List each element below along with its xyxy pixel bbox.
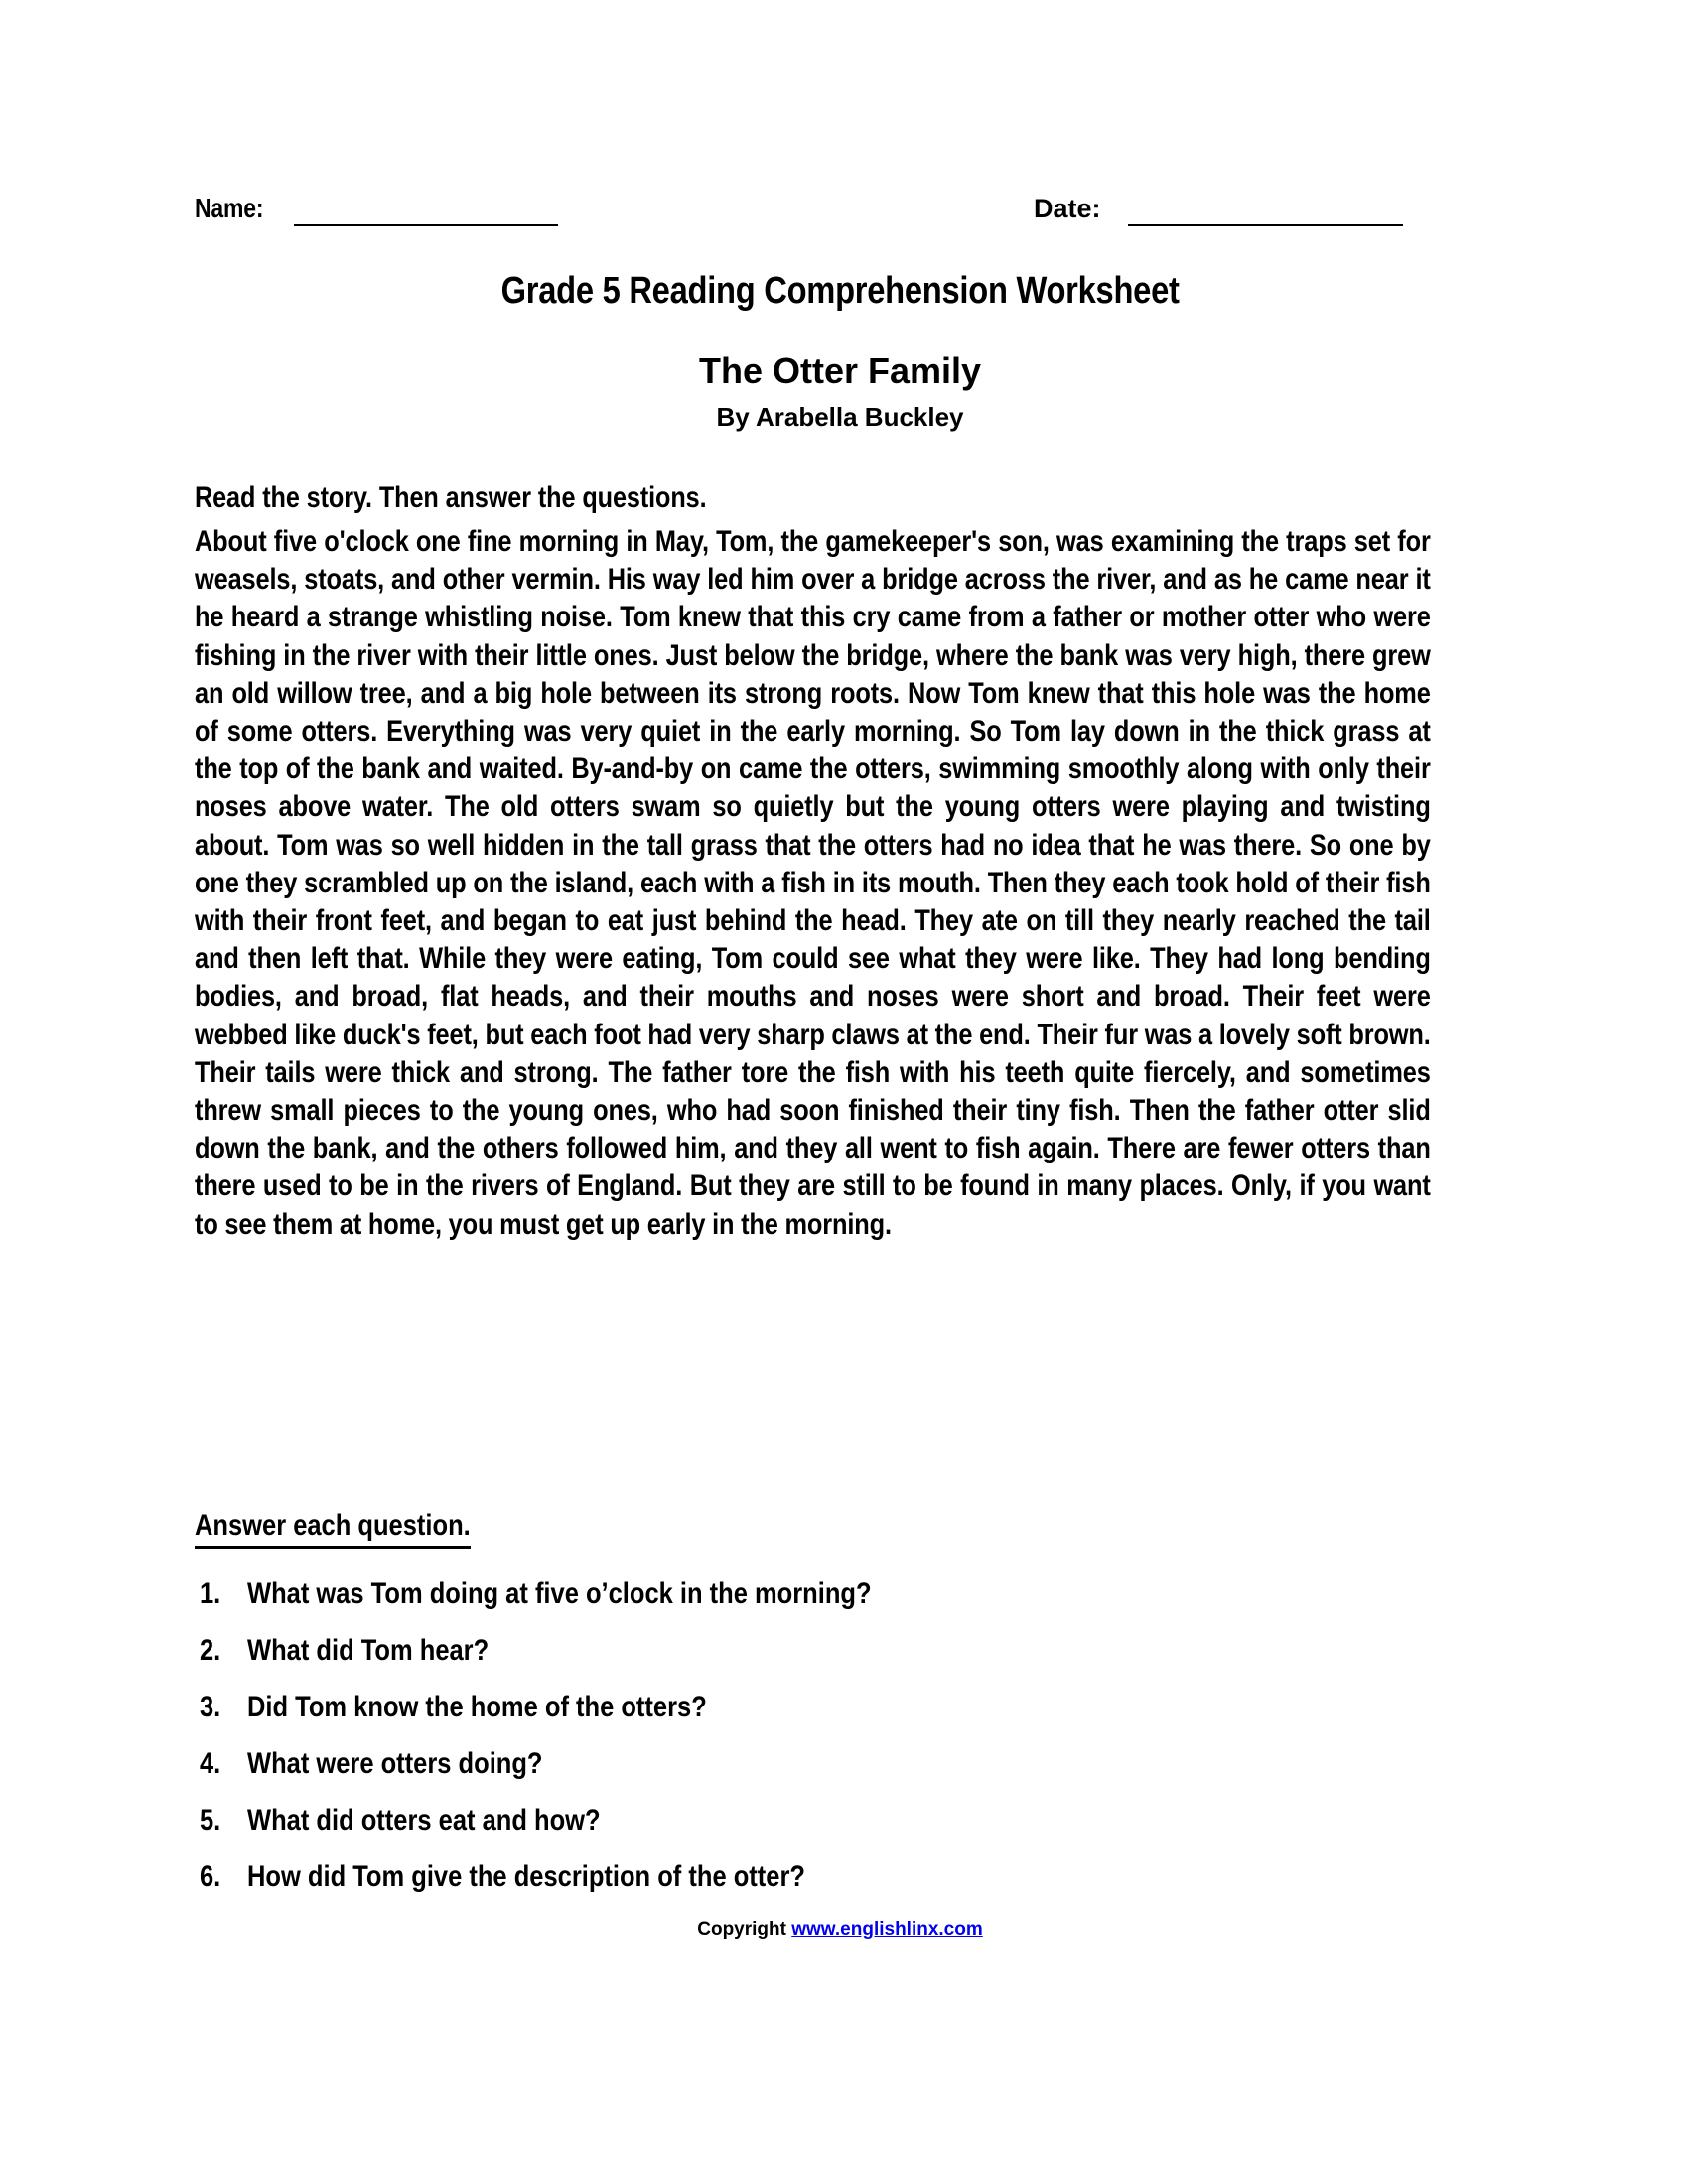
question-number [200,1689,239,1726]
question-number-text: 1. [200,1577,221,1610]
question-item[interactable] [195,1689,1485,1745]
question-text-value: How did Tom give the description of the otter? [247,1860,805,1893]
date-write-in-line[interactable] [1128,224,1403,226]
story-title: The Otter Family [698,350,982,391]
story-passage: About five o'clock one fine morning in May, Tom, the gamekeeper's son, was examining the traps set for weasels, stoats, and other vermin. His way led him over a bridge across the river, and as he came near it he heard a strange whistling noise. Tom knew that this cry came from a father or mother otter who were fishing in the river with their little ones. Just below the bridge, where the bank was very high, there grew an old willow tree, and a big hole between its strong roots. Now Tom knew that this hole was the home of some otters. Everything was very quiet in the early morning. So Tom lay down in the thick grass at the top of the bank and waited. By-and-by on came the otters, swimming smoothly along with only their noses above water. The old otters swam so quietly but the young otters were playing and twisting about. Tom was so well hidden in the tall grass that the otters had no idea that he was there. So one by one they scrambled up on the island, each with a fish in its mouth. Then they each took hold of their fish with their front feet, and began to eat just behind the head. They ate on till they nearly reached the tail and then left that. While they were eating, Tom could see what they were like. They had long bending bodies, and broad, flat heads, and their mouths and noses were short and broad. Their feet were webbed like duck's feet, but each foot had very sharp claws at the end. Their fur was a lovely soft brown. Their tails were thick and strong. The father tore the fish with his teeth quite fiercely, and sometimes threw small pieces to the young ones, who had soon finished their tiny fish. Then the father otter slid down the bank, and the others followed him, and they all went to fish again. There are fewer otters than there used to be in the rivers of England. But they are still to be found in many places. Only, if you want to see them at home, you must get up early in the morning. [195,525,1431,1241]
question-item[interactable] [195,1802,1485,1858]
story-author: By Arabella Buckley [716,402,964,432]
question-text-value: What did otters eat and how? [247,1804,601,1837]
question-text [247,1745,595,1783]
question-text [247,1802,662,1840]
question-item[interactable] [195,1632,1485,1689]
worksheet-title [195,268,1485,314]
question-text [247,1858,904,1896]
answer-section-heading [195,1507,519,1549]
date-label: Date: [1034,194,1101,223]
question-number [200,1575,239,1613]
question-item[interactable] [195,1745,1485,1802]
question-number-text: 5. [200,1804,221,1837]
question-text-value: Did Tom know the home of the otters? [247,1691,707,1723]
worksheet-content [195,0,1485,2184]
footer-copyright [195,1918,1485,1942]
question-number [200,1858,239,1896]
instruction-text: Read the story. Then answer the questions. [195,481,707,514]
question-number-text: 3. [200,1691,221,1723]
question-text-value: What did Tom hear? [247,1634,490,1667]
copyright-label: Copyright [697,1919,786,1940]
name-label: Name: [195,193,264,223]
question-text [247,1689,787,1726]
question-text-value: What were otters doing? [247,1747,543,1780]
name-write-in-line[interactable] [294,224,558,226]
question-list [195,1575,1485,1915]
worksheet-title-text: Grade 5 Reading Comprehension Worksheet [500,270,1180,312]
question-text [247,1575,981,1613]
englishlinx-link[interactable]: www.englishlinx.com [791,1919,983,1940]
question-number-text: 6. [200,1860,221,1893]
question-number-text: 4. [200,1747,221,1780]
question-number-text: 2. [200,1634,221,1667]
question-number [200,1802,239,1840]
question-number [200,1632,239,1670]
question-item[interactable] [195,1858,1485,1915]
question-item[interactable] [195,1575,1485,1632]
answer-section-heading-text: Answer each question. [195,1507,471,1549]
instruction-line [195,479,1446,517]
question-number [200,1745,239,1783]
name-date-row [195,189,1485,230]
question-text-value: What was Tom doing at five o’clock in the morning? [247,1577,872,1610]
question-text [247,1632,531,1670]
